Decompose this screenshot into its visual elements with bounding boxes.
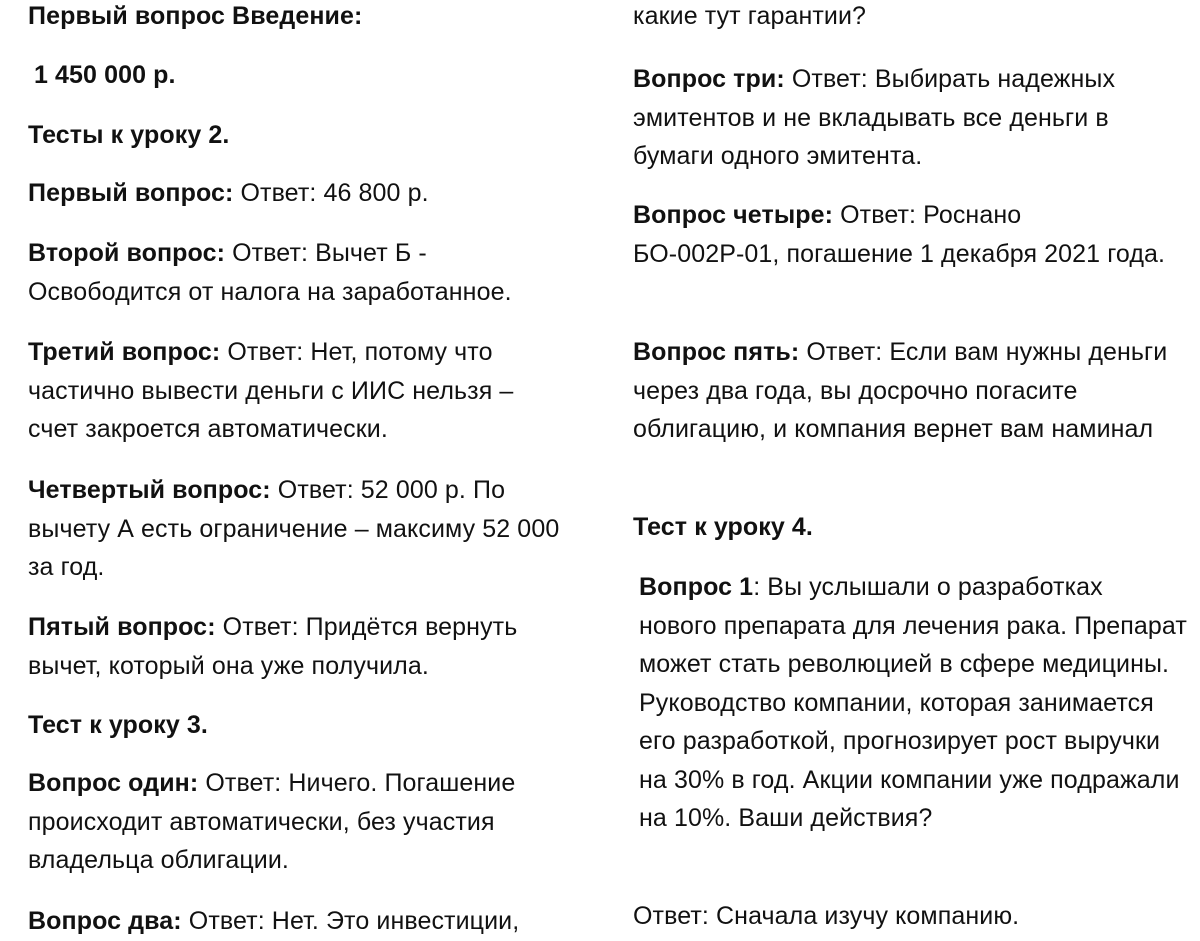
l4-question-1 xyxy=(639,568,1187,838)
answer-text: Ответ: Ничего. Погашение происходит автоматически, без участия владельца облигации. xyxy=(28,769,516,874)
l2-question-3 xyxy=(28,333,568,449)
l4-answer-1: Ответ: Сначала изучу компанию. xyxy=(633,902,1020,930)
question-label: Третий вопрос: xyxy=(28,338,221,366)
lesson3-heading: Тест к уроку 3. xyxy=(28,711,208,739)
l3-question-4 xyxy=(633,196,1173,273)
question-text: : Вы услышали о разработках нового препарата для лечения рака. Препарат может стать революцией в сфере медицины. Руководство компании, которая занимается его разработкой, прогнозирует рост выручки на 30% в год. Акции компании уже подражали на 10%. Ваши действия? xyxy=(639,573,1187,832)
question-label: Пятый вопрос: xyxy=(28,613,216,641)
l3-question-5 xyxy=(633,333,1173,449)
answer-text: Ответ: 46 800 р. xyxy=(240,179,429,207)
answer-text: Ответ: Нет. Это инвестиции, xyxy=(188,907,520,935)
l3-question-3 xyxy=(633,60,1173,176)
question-label: Вопрос пять: xyxy=(633,338,800,366)
question-label: Второй вопрос: xyxy=(28,239,226,267)
answer-text: Ответ: Вычет Б - Освободится от налога на заработанное. xyxy=(28,239,512,306)
continued-answer: какие тут гарантии? xyxy=(633,2,867,30)
answer-text: Ответ: Придётся вернуть вычет, который она уже получила. xyxy=(28,613,518,680)
question-label: Вопрос один: xyxy=(28,769,199,797)
answer-text: Ответ: Нет, потому что частично вывести деньги с ИИС нельзя – счет закроется автоматически. xyxy=(28,338,514,443)
continuation-text xyxy=(633,0,1173,36)
answer-text: Ответ: Роснано БО-002Р-01, погашение 1 декабря 2021 года. xyxy=(633,201,1166,268)
lesson4-heading: Тест к уроку 4. xyxy=(633,513,813,541)
l3-question-2 xyxy=(28,902,588,941)
question-label: Четвертый вопрос: xyxy=(28,476,271,504)
answer-text: Ответ: 52 000 р. По вычету А есть ограничение – максиму 52 000 за год. xyxy=(28,476,560,581)
intro-answer: 1 450 000 р. xyxy=(34,61,176,89)
l3-question-1 xyxy=(28,764,568,880)
question-label: Вопрос 1 xyxy=(639,573,754,601)
question-label: Первый вопрос: xyxy=(28,179,234,207)
question-label: Вопрос два: xyxy=(28,907,182,935)
l2-question-2 xyxy=(28,234,568,311)
l2-question-1 xyxy=(28,174,429,213)
question-label: Вопрос четыре: xyxy=(633,201,834,229)
l2-question-5 xyxy=(28,608,568,685)
intro-heading: Первый вопрос Введение: xyxy=(28,2,363,30)
lesson2-heading: Тесты к уроку 2. xyxy=(28,121,230,149)
answer-text: Ответ: Если вам нужны деньги через два года, вы досрочно погасите облигацию, и компания вернет вам наминал xyxy=(633,338,1168,443)
answer-text: Ответ: Выбирать надежных эмитентов и не вкладывать все деньги в бумаги одного эмитента. xyxy=(633,65,1116,170)
question-label: Вопрос три: xyxy=(633,65,785,93)
l2-question-4 xyxy=(28,471,568,587)
